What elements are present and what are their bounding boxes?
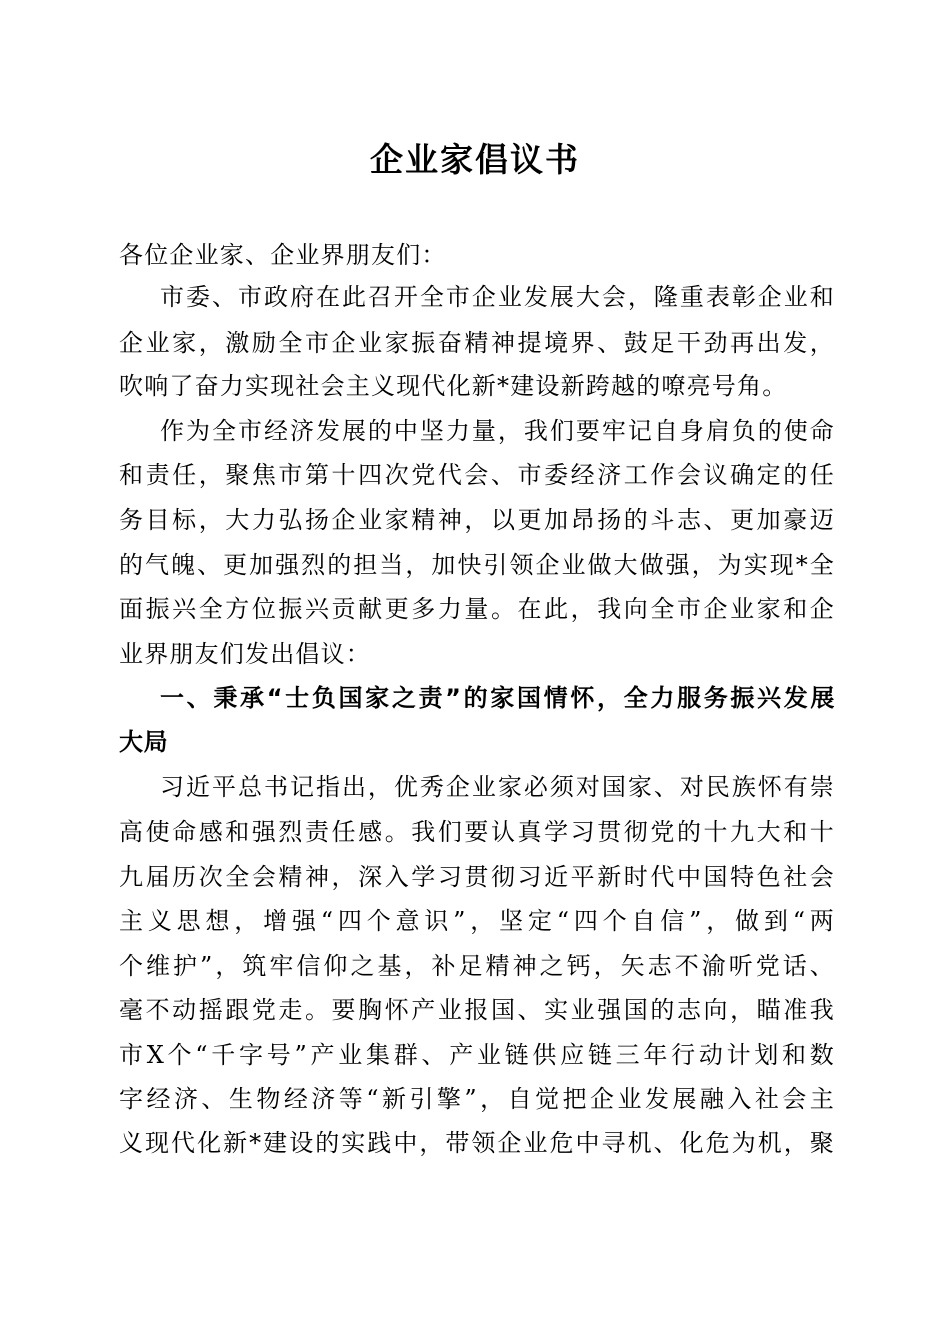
paragraph-line: 作为全市经济发展的中坚力量，我们要牢记自身肩负的使命 bbox=[160, 417, 835, 445]
paragraph-line: 务目标，大力弘扬企业家精神，以更加昂扬的斗志、更加豪迈 bbox=[119, 506, 835, 534]
paragraph-line: 的气魄、更加强烈的担当，加快引领企业做大做强，为实现*全 bbox=[119, 551, 835, 579]
paragraph-line: 九届历次全会精神，深入学习贯彻习近平新时代中国特色社会 bbox=[119, 863, 835, 891]
salutation: 各位企业家、企业界朋友们： bbox=[119, 241, 447, 269]
paragraph-line: 和责任，聚焦市第十四次党代会、市委经济工作会议确定的任 bbox=[119, 461, 835, 489]
paragraph-line: 市委、市政府在此召开全市企业发展大会，隆重表彰企业和 bbox=[160, 283, 835, 311]
paragraph-line: 个维护”，筑牢信仰之基，补足精神之钙，矢志不渝听党话、 bbox=[119, 952, 835, 980]
paragraph-line: 高使命感和强烈责任感。我们要认真学习贯彻党的十九大和十 bbox=[119, 818, 835, 846]
paragraph-line: 面振兴全方位振兴贡献更多力量。在此，我向全市企业家和企 bbox=[119, 595, 835, 623]
paragraph-line: 市X个“千字号”产业集群、产业链供应链三年行动计划和数 bbox=[119, 1041, 835, 1069]
paragraph-line: 主义思想，增强“四个意识”，坚定“四个自信”，做到“两 bbox=[119, 907, 835, 935]
section-heading: 一、秉承“士负国家之责”的家国情怀，全力服务振兴发展 bbox=[160, 684, 835, 712]
paragraph-line: 毫不动摇跟党走。要胸怀产业报国、实业强国的志向，瞄准我 bbox=[119, 996, 835, 1024]
paragraph-line: 习近平总书记指出，优秀企业家必须对国家、对民族怀有崇 bbox=[160, 773, 835, 801]
paragraph-line: 业界朋友们发出倡议： bbox=[119, 640, 371, 668]
paragraph-line: 字经济、生物经济等“新引擎”，自觉把企业发展融入社会主 bbox=[119, 1085, 835, 1113]
paragraph-line: 吹响了奋力实现社会主义现代化新*建设新跨越的嘹亮号角。 bbox=[119, 372, 788, 400]
section-heading-continued: 大局 bbox=[119, 728, 169, 756]
paragraph-line: 企业家，激励全市企业家振奋精神提境界、鼓足干劲再出发， bbox=[119, 329, 835, 357]
paragraph-line: 义现代化新*建设的实践中，带领企业危中寻机、化危为机，聚 bbox=[119, 1129, 835, 1157]
document-title: 企业家倡议书 bbox=[370, 140, 580, 179]
